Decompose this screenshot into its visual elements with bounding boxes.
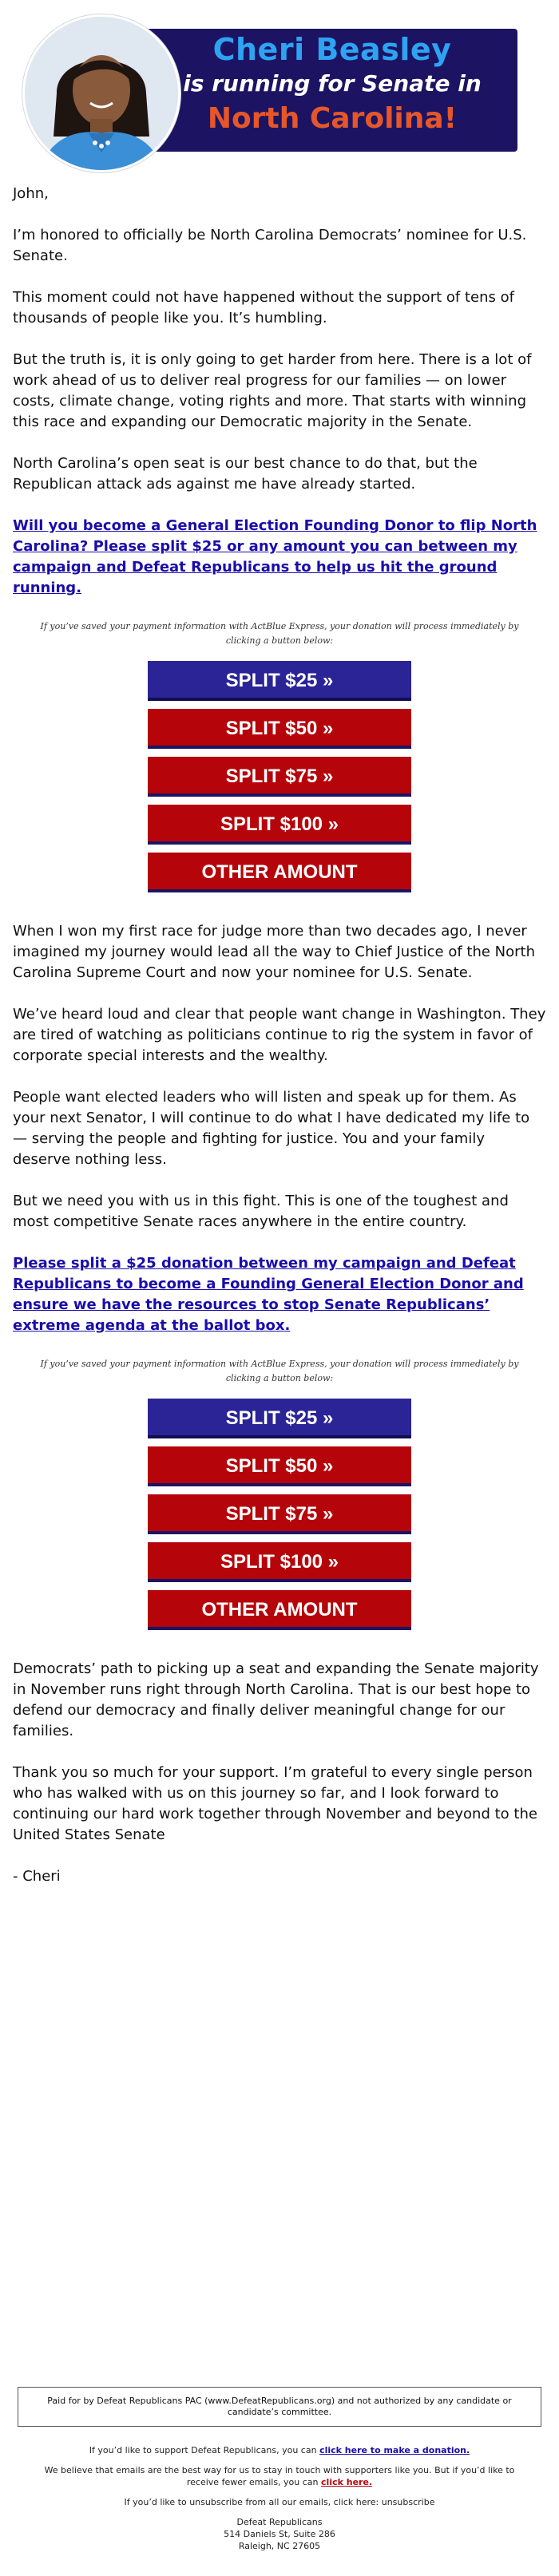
candidate-name: Cheri Beasley [212,32,452,67]
fewer-emails-link[interactable]: click here. [321,2477,373,2487]
split-50-button[interactable]: SPLIT $50 » [148,1446,411,1486]
donate-link[interactable]: click here to make a donation. [319,2445,470,2455]
org-name: Defeat Republicans [236,2517,323,2527]
support-text: If you’d like to support Defeat Republicans, you can [89,2445,317,2455]
paragraph-8: But we need you with us in this fight. This is one of the toughest and most competitive Senate races anywhere in the entire country. [13,1193,509,1230]
donation-buttons-1 [13,661,546,900]
actblue-note-2: If you’ve saved your payment information with ActBlue Express, your donation will process immediately by clicking a button below: [40,1359,519,1383]
paragraph-9: Democrats’ path to picking up a seat and expanding the Senate majority in November runs right through North Carolina. That is our best hope to defend our democracy and finally deliver meaningful change for our families. [13,1660,539,1739]
signoff: - Cheri [13,1868,61,1885]
fewer-emails-text: We believe that emails are the best way for us to stay in touch with supporters like you. But if you’d like to receive fewer emails, you can [44,2465,515,2487]
banner-state: North Carolina! [207,102,458,135]
paid-for-disclaimer: Paid for by Defeat Republicans PAC (www.DefeatRepublicans.org) and not authorized by any candidate or candidate’s committee. [18,2387,541,2427]
paragraph-6: We’ve heard loud and clear that people want change in Washington. They are tired of watching as politicians continue to rig the system in favor of corporate special interests and the wealthy. [13,1006,546,1064]
paragraph-1: I’m honored to officially be North Carolina Democrats’ nominee for U.S. Senate. [13,227,527,264]
other-amount-button[interactable]: OTHER AMOUNT [148,853,411,892]
split-50-button[interactable]: SPLIT $50 » [148,709,411,749]
address-line-2: Raleigh, NC 27605 [238,2541,321,2551]
split-25-button[interactable]: SPLIT $25 » [148,661,411,701]
paragraph-4: North Carolina’s open seat is our best chance to do that, but the Republican attack ads against me have already started. [13,455,478,493]
donation-buttons-2 [13,1399,546,1638]
donation-ask-link-2[interactable]: Please split a $25 donation between my campaign and Defeat Republicans to become a Founding General Election Donor and ensure we have the resources to stop Senate Republicans’ extreme agenda at the ballot box. [13,1255,524,1334]
other-amount-button[interactable]: OTHER AMOUNT [148,1590,411,1630]
address-line-1: 514 Daniels St, Suite 286 [224,2529,335,2539]
split-75-button[interactable]: SPLIT $75 » [148,757,411,797]
split-25-button[interactable]: SPLIT $25 » [148,1399,411,1438]
split-75-button[interactable]: SPLIT $75 » [148,1494,411,1534]
fewer-emails-line [32,2464,527,2488]
footer [0,2427,559,2576]
header-banner [0,0,559,152]
banner-subtitle: is running for Senate in [183,70,482,97]
unsubscribe-line[interactable]: If you’d like to unsubscribe from all our emails, click here: unsubscribe [124,2497,435,2507]
paragraph-10: Thank you so much for your support. I’m grateful to every single person who has walked with us on this journey so far, and I look forward to continuing our hard work together through November and beyond to the United States Senate [13,1764,537,1843]
actblue-note-1: If you’ve saved your payment information with ActBlue Express, your donation will process immediately by clicking a button below: [40,621,519,646]
paragraph-3: But the truth is, it is only going to get harder from here. There is a lot of work ahead of us to deliver real progress for our families — on lower costs, climate change, voting rights and more. That starts with winning this race and expanding our Democratic majority in the Senate. [13,351,532,430]
split-100-button[interactable]: SPLIT $100 » [148,805,411,845]
blank-space [0,1908,559,2387]
email-body [0,152,559,1887]
greeting: John, [13,185,49,202]
split-100-button[interactable]: SPLIT $100 » [148,1542,411,1582]
paragraph-2: This moment could not have happened without the support of tens of thousands of people like you. It’s humbling. [13,289,514,326]
donation-ask-link-1[interactable]: Will you become a General Election Founding Donor to flip North Carolina? Please split $25 or any amount you can between my campaign and Defeat Republicans to help us hit the ground running. [13,517,537,596]
candidate-portrait-icon [25,17,178,170]
support-line [32,2444,527,2456]
banner-text [157,32,508,137]
paragraph-7: People want elected leaders who will listen and speak up for them. As your next Senator, I will continue to do what I have dedicated my life to — serving the people and fighting for justice. You and your family deserve nothing less. [13,1089,530,1168]
paragraph-5: When I won my first race for judge more than two decades ago, I never imagined my journey would lead all the way to Chief Justice of the North Carolina Supreme Court and now your nominee for U.S. Senate. [13,923,536,981]
